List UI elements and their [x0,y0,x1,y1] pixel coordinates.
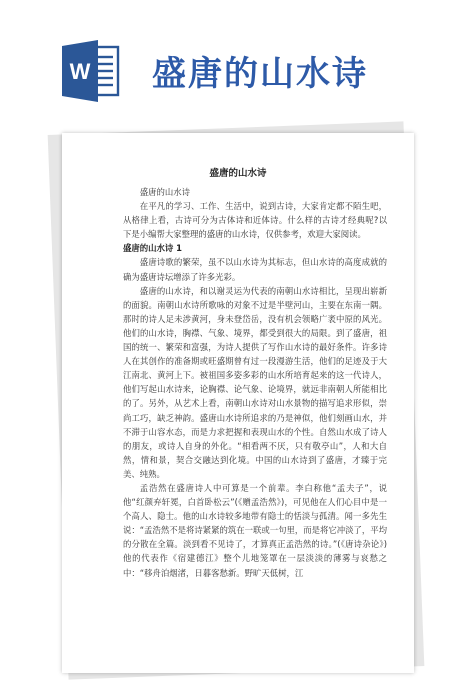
document-body [123,185,387,580]
paragraph: 盛唐的山水诗，和以谢灵运为代表的南朝山水诗相比，呈现出崭新的面貌。南朝山水诗所歌咏的对象不过是半壁河山，主要在东南一隅。那时的诗人足未涉黄河，身未登岱岳，没有机会领略广袤中原的风光。他们的山水诗，胸襟、气象、境界，都受到很大的局限。到了盛唐，祖国的统一、繁荣和富强，为诗人提供了写作山水诗的最好条件。许多诗人在其创作的准备期或旺盛期曾有过一段漫游生活，他们的足迹及于大江南北、黄河上下。被祖国多姿多彩的山水所培育起来的这一代诗人，他们写起山水诗来，论胸襟、论气象、论境界，就远非南朝人所能相比的了。另外，从艺术上看，南朝山水诗对山水景物的描写追求形似，崇尚工巧，缺乏神韵。盛唐山水诗所追求的乃是神似，他们刻画山水，并不滞于山容水态，而是力求把握和表现山水的个性。自然山水成了诗人的朋友，或诗人自身的外化。“相看两不厌，只有敬亭山”，人和大自然，情和景，契合交融达到化境。中国的山水诗到了盛唐，才臻于完美、纯熟。 [123,285,387,479]
paragraph: 孟浩然在盛唐诗人中可算是一个前辈。李白称他“孟夫子”，说他“红颜弃轩冕，白首卧松云”(《赠孟浩然》)，可见他在人们心目中是一个高人、隐士。他的山水诗较多地带有隐士的恬淡与孤清。闻一多先生说：“孟浩然不是将诗紧紧的筑在一联或一句里，而是将它冲淡了，平均的分散在全篇。淡到看不见诗了，才算真正孟浩然的诗。”(《唐诗杂论》)他的代表作《宿建德江》整个儿地笼罩在一层淡淡的薄雾与哀愁之中：“移舟泊烟渚，日暮客愁新。野旷天低树，江 [123,482,387,578]
paragraph: 在平凡的学习、工作、生活中，说到古诗，大家肯定都不陌生吧，从格律上看，古诗可分为古体诗和近体诗。什么样的古诗才经典呢?以下是小编帮大家整理的盛唐的山水诗，仅供参考，欢迎大家阅读。 [123,201,387,240]
logo-letter: W [69,59,91,84]
paragraph: 盛唐诗歌的繁荣，虽不以山水诗为其标志，但山水诗的高度成就的确为盛唐诗坛增添了许多光彩。 [123,257,387,282]
document-page [62,133,414,673]
paragraph: 盛唐的山水诗 [139,187,191,197]
header-banner [0,0,474,125]
document-title: 盛唐的山水诗 [209,168,267,179]
section-heading: 盛唐的山水诗 1 [123,243,182,254]
word-document-icon [62,40,122,102]
page-title: 盛唐的山水诗 [152,54,368,94]
